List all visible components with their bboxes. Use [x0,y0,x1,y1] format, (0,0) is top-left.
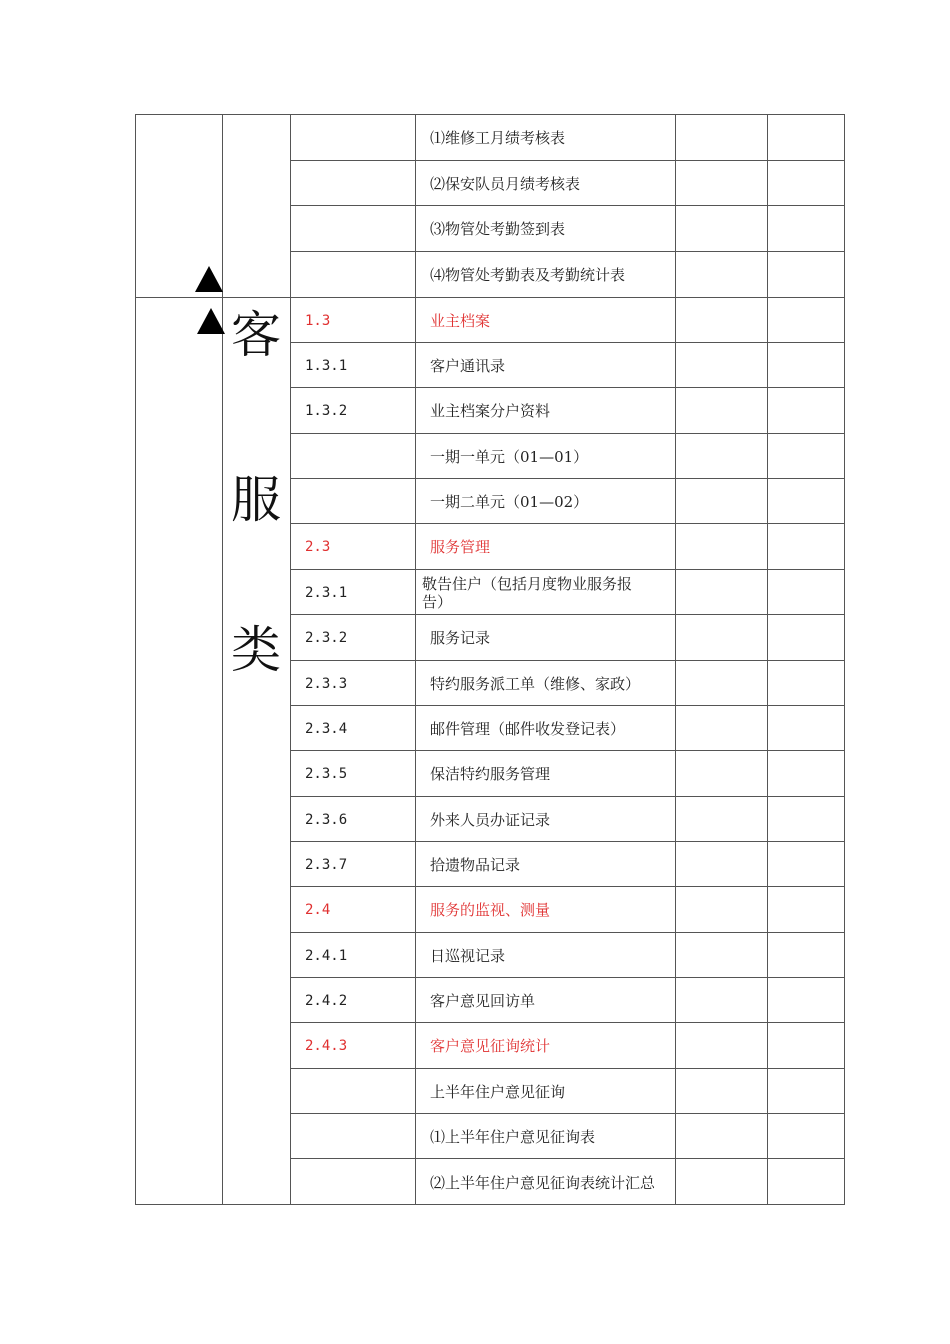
triangle-up-icon [195,266,223,292]
table-row [136,570,844,615]
row-name: 客户意见征询统计 [430,1037,551,1055]
row-code: 2.3.4 [305,721,348,737]
row-name: 拾遗物品记录 [430,856,521,874]
table-row [136,1114,844,1159]
row-code: 1.3.2 [305,403,348,419]
row-name: 特约服务派工单（维修、家政） [430,675,641,693]
table-row [136,978,844,1023]
row-code: 2.3.2 [305,630,348,646]
table-row [136,524,844,570]
table-row [136,797,844,842]
row-name: 上半年住户意见征询 [430,1083,566,1101]
row-code: 2.4.1 [305,948,348,964]
row-name: ⑴上半年住户意见征询表 [430,1128,596,1146]
row-name: 保洁特约服务管理 [430,765,551,783]
row-name: 敬告住户（包括月度物业服务报告） [422,575,633,611]
row-name: ⑷物管处考勤表及考勤统计表 [430,266,626,284]
table-row [136,1069,844,1114]
row-code: 2.4.3 [305,1038,348,1054]
row-code: 2.3.1 [305,585,348,601]
table-row [136,751,844,797]
category-char-1: 客 [231,306,281,364]
row-name: 客户通讯录 [430,357,506,375]
row-name: 外来人员办证记录 [430,811,551,829]
row-name: ⑶物管处考勤签到表 [430,220,566,238]
row-name: 客户意见回访单 [430,992,536,1010]
row-code: 2.3.7 [305,857,348,873]
row-name: 服务的监视、测量 [430,901,551,919]
row-name: 业主档案分户资料 [430,402,551,420]
table-row [136,115,844,161]
row-name: 服务记录 [430,629,491,647]
row-code: 2.4.2 [305,993,348,1009]
table-row [136,706,844,751]
table-row [136,161,844,206]
table-row [136,1023,844,1069]
row-code: 2.4 [305,902,331,918]
table-row [136,206,844,252]
table-row [136,1159,844,1206]
row-name: 邮件管理（邮件收发登记表） [430,720,626,738]
triangle-up-icon [197,308,225,334]
row-name: ⑵保安队员月绩考核表 [430,175,581,193]
row-name: ⑴维修工月绩考核表 [430,129,566,147]
row-name: 一期一单元（01—01） [430,448,589,466]
table-row [136,388,844,434]
row-code: 1.3 [305,313,331,329]
row-code: 2.3.3 [305,676,348,692]
row-name: 一期二单元（01—02） [430,493,589,511]
row-code: 1.3.1 [305,358,348,374]
table-row [136,933,844,978]
row-name: ⑵上半年住户意见征询表统计汇总 [430,1174,656,1192]
table-row [136,887,844,933]
row-code: 2.3 [305,539,331,555]
category-char-3: 类 [231,621,281,679]
table-row [136,842,844,887]
row-code: 2.3.6 [305,812,348,828]
row-code: 2.3.5 [305,766,348,782]
category-char-2: 服 [231,471,281,529]
row-name: 业主档案 [430,312,491,330]
table-row [136,252,844,298]
row-name: 服务管理 [430,538,491,556]
row-name: 日巡视记录 [430,947,506,965]
